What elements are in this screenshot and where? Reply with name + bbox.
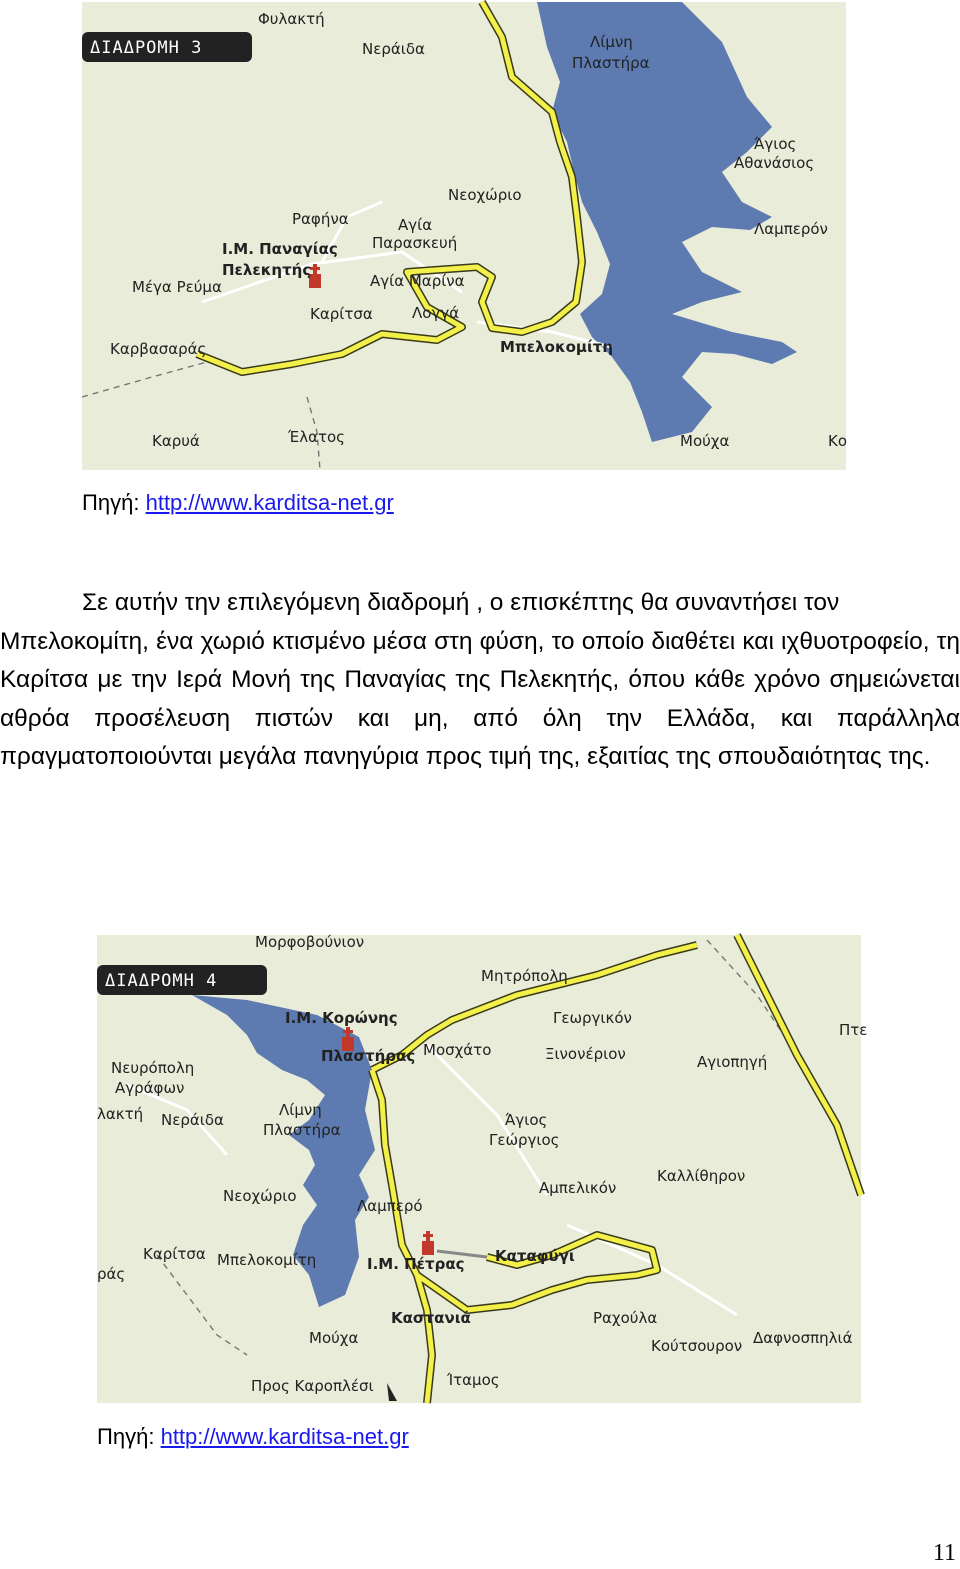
- label-neraida: Νεράιδα: [362, 40, 425, 58]
- label-neraida: Νεράιδα: [161, 1111, 224, 1129]
- label-xinoverion: Ξινονέριον: [545, 1045, 626, 1063]
- label-agios: Άγιος: [505, 1111, 548, 1129]
- source-caption-1: [82, 490, 394, 516]
- route-4-map-graphic: [97, 933, 868, 1403]
- label-mpelokomiti: Μπελοκομίτη: [217, 1251, 317, 1269]
- label-agios: Άγιος: [754, 135, 797, 153]
- label-plastira: Πλαστήρα: [572, 54, 650, 72]
- label-morfovounion: Μορφοβούνιον: [255, 933, 365, 951]
- label-karitsa: Καρίτσα: [143, 1245, 206, 1263]
- label-rafna: Ραφήνα: [292, 210, 349, 228]
- label-lamperon: Λαμπερόν: [754, 220, 828, 238]
- label-lampero: Λαμπερό: [357, 1197, 423, 1215]
- label-pelekitis: Πελεκητής: [222, 261, 312, 279]
- label-lakti: λακτή: [97, 1105, 144, 1123]
- route-3-badge: ΔΙΑΔΡΟΜΗ 3: [90, 38, 203, 58]
- label-agia-marina: Αγία Μαρίνα: [370, 272, 465, 290]
- label-ko: Κο: [828, 432, 848, 450]
- label-moucha: Μούχα: [309, 1329, 359, 1347]
- label-neochorio: Νεοχώριο: [448, 186, 522, 204]
- label-karvasaras: Καρβασαράς: [110, 340, 207, 358]
- label-im-petras: Ι.Μ. Πέτρας: [367, 1255, 465, 1273]
- label-ras: ράς: [97, 1265, 126, 1283]
- source-label: Πηγή:: [82, 490, 146, 515]
- label-agrafon: Αγράφων: [115, 1079, 185, 1097]
- label-paraskevi: Παρασκευή: [372, 234, 458, 252]
- label-ampelikon: Αμπελικόν: [539, 1179, 617, 1197]
- label-agiopigi: Αγιοπηγή: [697, 1053, 768, 1071]
- source-link[interactable]: http://www.karditsa-net.gr: [160, 1424, 409, 1449]
- label-neyropoli: Νευρόπολη: [111, 1059, 195, 1077]
- label-moucha: Μούχα: [680, 432, 730, 450]
- label-mpelokomiti: Μπελοκομίτη: [500, 338, 614, 356]
- label-kallithiron: Καλλίθηρον: [657, 1167, 746, 1185]
- label-plastira: Πλαστήρα: [263, 1121, 341, 1139]
- label-limni: Λίμνη: [590, 33, 633, 51]
- label-pros-karoplesi: Προς Καροπλέσι: [251, 1377, 374, 1395]
- source-label: Πηγή:: [97, 1424, 161, 1449]
- label-neochorio: Νεοχώριο: [223, 1187, 297, 1205]
- route-3-map-graphic: [82, 2, 846, 470]
- route-3-map: [82, 2, 846, 470]
- label-elatos: Έλατος: [288, 428, 345, 446]
- label-rachoula: Ραχούλα: [593, 1309, 658, 1327]
- paragraph-first-line: Σε αυτήν την επιλεγόμενη διαδρομή , ο επισκέπτης θα συναντήσει τον: [82, 589, 840, 616]
- body-paragraph: [0, 584, 960, 777]
- label-im-koronis: Ι.Μ. Κορώνης: [285, 1009, 398, 1027]
- label-limni: Λίμνη: [279, 1101, 322, 1119]
- label-moschato: Μοσχάτο: [423, 1041, 492, 1059]
- label-karya: Καρυά: [152, 432, 200, 450]
- label-kastania: Καστανιά: [391, 1309, 471, 1327]
- label-pte: Πτε: [839, 1021, 868, 1039]
- label-mega-revma: Μέγα Ρεύμα: [132, 278, 222, 296]
- label-athanasios: Αθανάσιος: [734, 154, 815, 172]
- label-fylakti: Φυλακτή: [258, 10, 325, 28]
- label-im-panagias: Ι.Μ. Παναγίας: [222, 240, 338, 258]
- label-koutsouron: Κούτσουρον: [651, 1337, 743, 1355]
- label-georgios: Γεώργιος: [489, 1131, 560, 1149]
- label-karitsa: Καρίτσα: [310, 305, 373, 323]
- source-caption-2: [97, 1424, 409, 1450]
- label-georgikon: Γεωργικόν: [553, 1009, 632, 1027]
- paragraph-rest: Μπελοκομίτη, ένα χωριό κτισμένο μέσα στη φύση, το οποίο διαθέτει και ιχθυοτροφείο, τη Καρίτσα με την Ιερά Μονή της Παναγίας της Πελεκητής, όπου κάθε χρόνο σημειώνεται αθρόα προσέλευση πιστών και μη, από όλη την Ελλάδα, και παράλληλα πραγματοποιούνται μεγάλα πανηγύρια προς τιμή της, εξαιτίας της σπουδαιότητας της.: [0, 627, 960, 770]
- label-logga: Λογγά: [412, 304, 460, 322]
- page-number: 11: [932, 1540, 956, 1566]
- label-plastiras: Πλαστήρας: [321, 1047, 416, 1065]
- route-4-map: [97, 933, 868, 1403]
- source-link[interactable]: http://www.karditsa-net.gr: [145, 490, 394, 515]
- monastery-icon: [422, 1231, 434, 1255]
- label-agia: Αγία: [398, 216, 433, 234]
- label-dafnospilia: Δαφνοσπηλιά: [753, 1329, 853, 1347]
- label-katafygi: Καταφύγι: [495, 1247, 575, 1265]
- label-itamos: Ίταμος: [447, 1371, 500, 1389]
- label-mitropoli: Μητρόπολη: [481, 967, 568, 985]
- route-4-badge: ΔΙΑΔΡΟΜΗ 4: [105, 971, 218, 991]
